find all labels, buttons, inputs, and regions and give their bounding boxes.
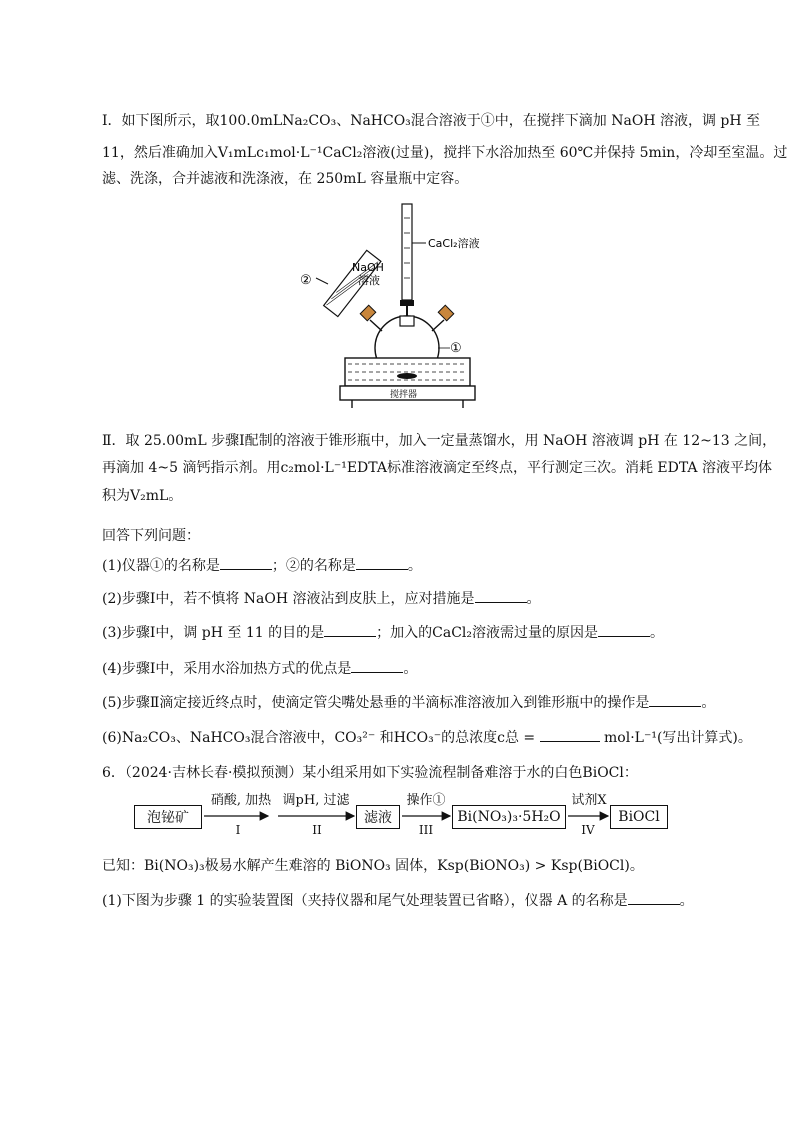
answer-blank[interactable] bbox=[628, 892, 680, 905]
question-6: (6)Na₂CO₃、NaHCO₃混合溶液中，CO₃²⁻ 和HCO₃⁻的总浓度c总 = mol·L⁻¹(写出计算式)。 bbox=[102, 730, 752, 746]
flow-step-3-label: 操作① bbox=[406, 793, 446, 808]
flow-step-2-label: 调pH, 过滤 bbox=[282, 793, 350, 808]
answer-blank[interactable] bbox=[356, 557, 408, 570]
answer-blank[interactable] bbox=[475, 590, 527, 603]
flow-step-4-label: 试剂X bbox=[571, 793, 607, 808]
cacl2-label: CaCl₂溶液 bbox=[428, 237, 480, 250]
apparatus-figure bbox=[290, 198, 520, 413]
stirrer-label: 搅拌器 bbox=[390, 390, 418, 400]
q6-question-1: (1)下图为步骤 1 的实验装置图（夹持仪器和尾气处理装置已省略），仪器 A 的名称是 。 bbox=[102, 893, 694, 909]
flow-box-biocl: BiOCl bbox=[610, 805, 668, 829]
flow-step-4-numeral: IV bbox=[581, 823, 595, 837]
part1-line3: 滤、洗涤，合并滤液和洗涤液，在 250mL 容量瓶中定容。 bbox=[102, 171, 469, 187]
part2-line2: 再滴加 4~5 滴钙指示剂。用c₂mol·L⁻¹EDTA标准溶液滴定至终点，平行测定三次。消耗 EDTA 溶液平均体 bbox=[102, 460, 772, 476]
marker-2: ② bbox=[300, 273, 312, 288]
question-1: (1)仪器①的名称是 ；②的名称是 。 bbox=[102, 558, 422, 574]
answer-blank[interactable] bbox=[351, 660, 403, 673]
flow-box-filtrate: 滤液 bbox=[356, 805, 400, 829]
q6-header: 6．（2024·吉林长春·模拟预测）某小组采用如下实验流程制备难溶于水的白色BiOCl： bbox=[102, 765, 638, 781]
answer-blank[interactable] bbox=[598, 624, 650, 637]
answer-blank[interactable] bbox=[649, 694, 701, 707]
flow-box-ore: 泡铋矿 bbox=[134, 805, 202, 829]
question-3: (3)步骤Ⅰ中，调 pH 至 11 的目的是 ；加入的CaCl₂溶液需过量的原因是 。 bbox=[102, 625, 665, 641]
answer-blank[interactable] bbox=[324, 624, 376, 637]
marker-1: ① bbox=[450, 341, 462, 356]
naoh-label-1: NaOH bbox=[352, 261, 384, 274]
questions-intro: 回答下列问题： bbox=[102, 528, 200, 544]
part2-line3: 积为V₂mL。 bbox=[102, 488, 183, 504]
answer-blank[interactable] bbox=[540, 729, 600, 742]
flow-step-1-numeral: I bbox=[235, 823, 241, 837]
flow-step-2-numeral: II bbox=[312, 823, 322, 837]
flow-step-3-numeral: III bbox=[418, 823, 434, 837]
part1-line1: Ⅰ．如下图所示，取100.0mLNa₂CO₃、NaHCO₃混合溶液于①中，在搅拌下滴加 NaOH 溶液，调 pH 至 bbox=[102, 113, 761, 129]
naoh-label-2: 溶液 bbox=[358, 274, 380, 287]
part1-line2: 11，然后准确加入V₁mLc₁mol·L⁻¹CaCl₂溶液(过量)，搅拌下水浴加热至 60℃并保持 5min，冷却至室温。过 bbox=[102, 145, 788, 161]
answer-blank[interactable] bbox=[220, 557, 272, 570]
question-4: (4)步骤Ⅰ中，采用水浴加热方式的优点是 。 bbox=[102, 661, 418, 677]
process-flow bbox=[132, 793, 672, 841]
known-conditions: 已知：Bi(NO₃)₃极易水解产生难溶的 BiONO₃ 固体，Ksp(BiONO₃) > Ksp(BiOCl)。 bbox=[102, 858, 644, 874]
question-5: (5)步骤Ⅱ滴定接近终点时，使滴定管尖嘴处悬垂的半滴标准溶液加入到锥形瓶中的操作是 。 bbox=[102, 695, 716, 711]
flow-box-bismuth-nitrate: Bi(NO₃)₃·5H₂O bbox=[452, 805, 566, 829]
part2-line1: Ⅱ．取 25.00mL 步骤Ⅰ配制的溶液于锥形瓶中，加入一定量蒸馏水，用 NaOH 溶液调 pH 在 12~13 之间， bbox=[102, 433, 777, 449]
question-2: (2)步骤Ⅰ中，若不慎将 NaOH 溶液沾到皮肤上，应对措施是 。 bbox=[102, 591, 541, 607]
flow-step-1-label: 硝酸, 加热 bbox=[210, 793, 272, 808]
